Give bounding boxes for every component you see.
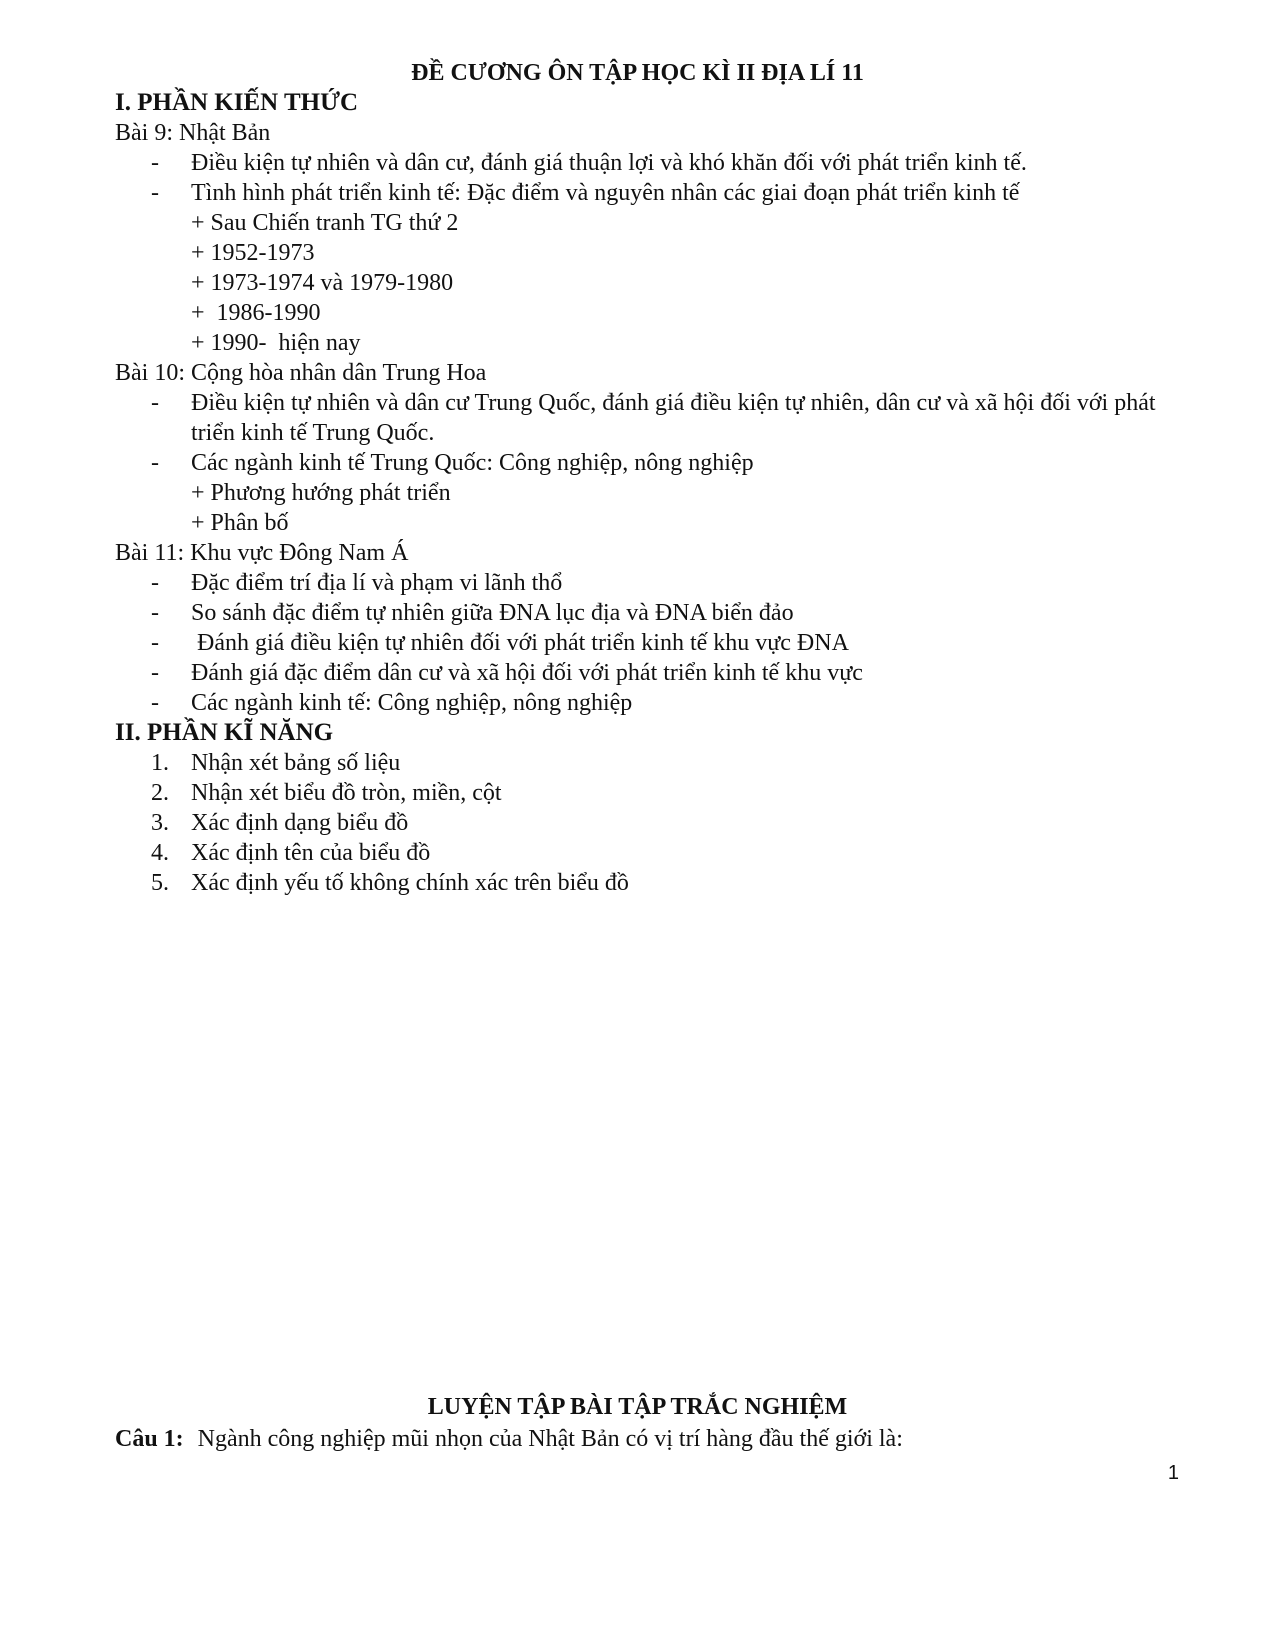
skill-text: Xác định tên của biểu đồ <box>191 840 431 866</box>
skill-number: 5. <box>151 870 169 896</box>
lesson-title: Bài 10: Cộng hòa nhân dân Trung Hoa <box>115 360 487 386</box>
lesson-title: Bài 11: Khu vực Đông Nam Á <box>115 540 409 566</box>
dash-marker: - <box>151 570 159 596</box>
bullet-item <box>115 628 1195 658</box>
bullet-item <box>115 658 1195 688</box>
sub-item: + 1952-1973 <box>191 240 315 266</box>
question-1 <box>115 1424 1195 1454</box>
dash-marker: - <box>151 600 159 626</box>
practice-title: LUYỆN TẬP BÀI TẬP TRẮC NGHIỆM <box>427 1394 848 1420</box>
bullet-item <box>115 388 1195 448</box>
skill-text: Xác định yếu tố không chính xác trên biểu đồ <box>191 870 629 896</box>
skill-item <box>115 838 1195 868</box>
bullet-item <box>115 178 1195 208</box>
section-heading-skills: II. PHẦN KĨ NĂNG <box>115 719 334 746</box>
page-number: 1 <box>1167 1462 1179 1484</box>
skill-number: 2. <box>151 780 169 806</box>
question-label: Câu 1: <box>115 1426 184 1452</box>
bullet-text: Tình hình phát triển kinh tế: Đặc điểm và nguyên nhân các giai đoạn phát triển kinh tế <box>191 180 1020 206</box>
skill-number: 4. <box>151 840 169 866</box>
sub-item: + 1973-1974 và 1979-1980 <box>191 270 454 296</box>
dash-marker: - <box>151 180 159 206</box>
sub-item: + Sau Chiến tranh TG thứ 2 <box>191 210 459 236</box>
document-title: ĐỀ CƯƠNG ÔN TẬP HỌC KÌ II ĐỊA LÍ 11 <box>411 60 864 86</box>
document-content <box>115 88 1195 898</box>
dash-marker: - <box>151 450 159 476</box>
sub-item: + Phân bố <box>191 510 289 536</box>
dash-marker: - <box>151 660 159 686</box>
skill-number: 3. <box>151 810 169 836</box>
bullet-text: Đánh giá điều kiện tự nhiên đối với phát triển kinh tế khu vực ĐNA <box>191 630 849 656</box>
dash-marker: - <box>151 630 159 656</box>
bullet-text: Điều kiện tự nhiên và dân cư Trung Quốc, đánh giá điều kiện tự nhiên, dân cư và xã hội đối với phát triển kinh tế Trung Quốc. <box>191 390 1156 446</box>
dash-marker: - <box>151 690 159 716</box>
bullet-item <box>115 598 1195 628</box>
bullet-item <box>115 688 1195 718</box>
dash-marker: - <box>151 390 159 416</box>
lesson-title: Bài 9: Nhật Bản <box>115 120 271 146</box>
skill-item <box>115 778 1195 808</box>
question-text: Ngành công nghiệp mũi nhọn của Nhật Bản có vị trí hàng đầu thế giới là: <box>197 1426 903 1452</box>
skill-item <box>115 868 1195 898</box>
bullet-item <box>115 568 1195 598</box>
bullet-text: So sánh đặc điểm tự nhiên giữa ĐNA lục địa và ĐNA biển đảo <box>191 600 794 626</box>
sub-item: + 1986-1990 <box>191 300 321 326</box>
sub-item: + 1990- hiện nay <box>191 330 361 356</box>
skill-text: Nhận xét biểu đồ tròn, miền, cột <box>191 780 502 806</box>
skill-text: Nhận xét bảng số liệu <box>191 750 401 776</box>
section-heading-knowledge: I. PHẦN KIẾN THỨC <box>115 89 359 116</box>
bullet-item <box>115 148 1195 178</box>
skill-text: Xác định dạng biểu đồ <box>191 810 409 836</box>
bullet-text: Các ngành kinh tế: Công nghiệp, nông nghiệp <box>191 690 633 716</box>
dash-marker: - <box>151 150 159 176</box>
skill-item <box>115 808 1195 838</box>
skill-number: 1. <box>151 750 169 776</box>
bullet-item <box>115 448 1195 478</box>
sub-item: + Phương hướng phát triển <box>191 480 451 506</box>
bullet-text: Đánh giá đặc điểm dân cư và xã hội đối với phát triển kinh tế khu vực <box>191 660 863 686</box>
bullet-text: Đặc điểm trí địa lí và phạm vi lãnh thổ <box>191 570 563 596</box>
bullet-text: Các ngành kinh tế Trung Quốc: Công nghiệp, nông nghiệp <box>191 450 754 476</box>
skill-item <box>115 748 1195 778</box>
bullet-text: Điều kiện tự nhiên và dân cư, đánh giá thuận lợi và khó khăn đối với phát triển kinh tế. <box>191 150 1027 176</box>
